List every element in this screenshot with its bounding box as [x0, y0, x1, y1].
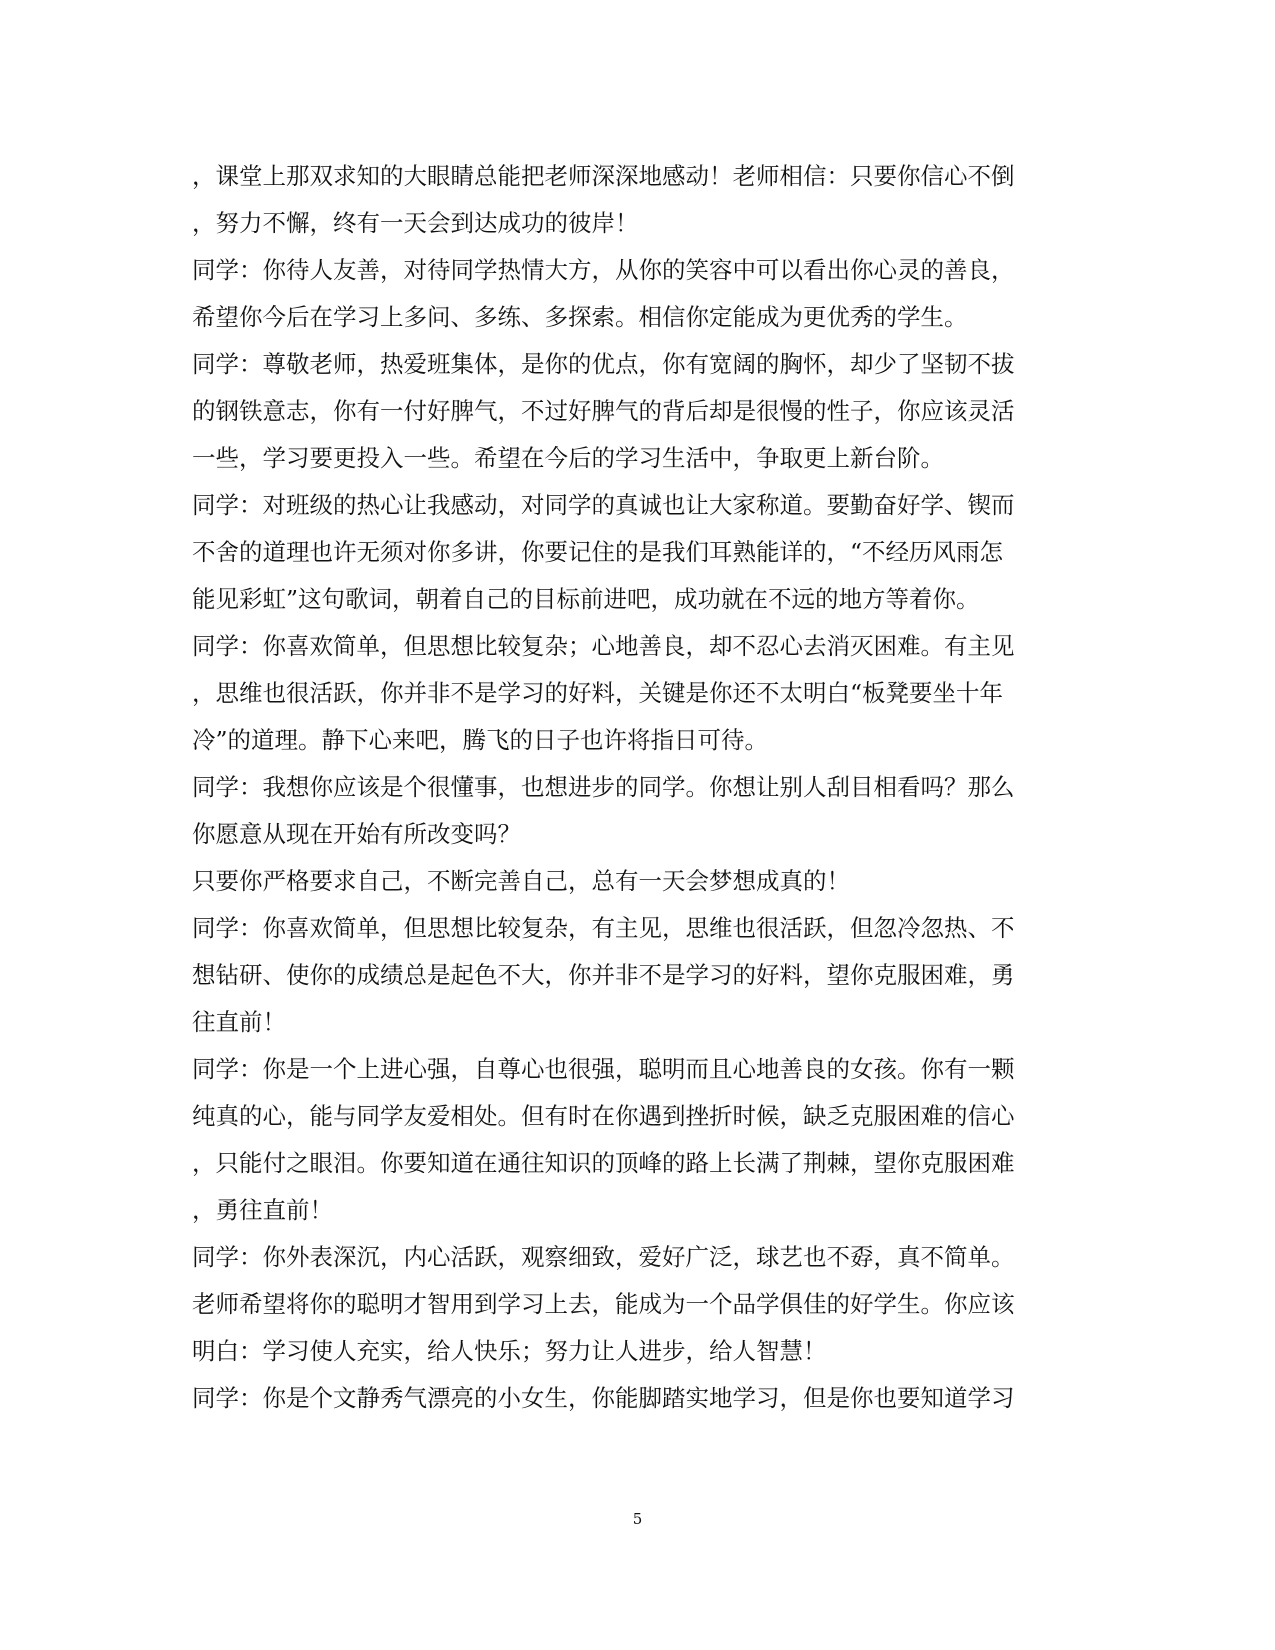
text-line: 同学：你外表深沉，内心活跃，观察细致，爱好广泛，球艺也不孬，真不简单。: [192, 1243, 1015, 1271]
text-line: 同学：对班级的热心让我感动，对同学的真诚也让大家称道。要勤奋好学、锲而: [192, 491, 1015, 519]
text-line: 不舍的道理也许无须对你多讲，你要记住的是我们耳熟能详的，“不经历风雨怎: [192, 538, 1004, 566]
text-line: 同学：你是一个上进心强，自尊心也很强，聪明而且心地善良的女孩。你有一颗: [192, 1055, 1015, 1083]
text-line: 想钻研、使你的成绩总是起色不大，你并非不是学习的好料，望你克服困难，勇: [192, 961, 1015, 989]
text-line: 同学：尊敬老师，热爱班集体，是你的优点，你有宽阔的胸怀，却少了坚韧不拔: [192, 350, 1015, 378]
text-line: 老师希望将你的聪明才智用到学习上去，能成为一个品学俱佳的好学生。你应该: [192, 1290, 1015, 1318]
text-line: 同学：你是个文静秀气漂亮的小女生，你能脚踏实地学习，但是你也要知道学习: [192, 1384, 1015, 1412]
text-line: 同学：你待人友善，对待同学热情大方，从你的笑容中可以看出你心灵的善良，: [192, 256, 1015, 284]
text-line: 希望你今后在学习上多问、多练、多探索。相信你定能成为更优秀的学生。: [192, 303, 968, 331]
text-line: 能见彩虹”这句歌词，朝着自己的目标前进吧，成功就在不远的地方等着你。: [192, 585, 980, 613]
text-line: 同学：你喜欢简单，但思想比较复杂，有主见，思维也很活跃，但忽冷忽热、不: [192, 914, 1015, 942]
page-number: 5: [632, 1510, 643, 1528]
text-line: 纯真的心，能与同学友爱相处。但有时在你遇到挫折时候，缺乏克服困难的信心: [192, 1102, 1015, 1130]
document-body: [192, 153, 1072, 1422]
text-line: ，思维也很活跃，你并非不是学习的好料，关键是你还不太明白“板凳要坐十年: [192, 679, 1004, 707]
text-line: 同学：你喜欢简单，但思想比较复杂；心地善良，却不忍心去消灭困难。有主见: [192, 632, 1015, 660]
text-line: ，只能付之眼泪。你要知道在通往知识的顶峰的路上长满了荆棘，望你克服困难: [192, 1149, 1015, 1177]
text-line: 同学：我想你应该是个很懂事，也想进步的同学。你想让别人刮目相看吗？那么: [192, 773, 1015, 801]
text-line: 冷”的道理。静下心来吧，腾飞的日子也许将指日可待。: [192, 726, 769, 754]
text-line: 的钢铁意志，你有一付好脾气，不过好脾气的背后却是很慢的性子，你应该灵活: [192, 397, 1015, 425]
text-line: 往直前！: [192, 1008, 286, 1036]
text-line: ，努力不懈，终有一天会到达成功的彼岸！: [192, 209, 639, 237]
text-line: 只要你严格要求自己，不断完善自己，总有一天会梦想成真的！: [192, 867, 850, 895]
text-line: 你愿意从现在开始有所改变吗？: [192, 820, 521, 848]
text-line: ，勇往直前！: [192, 1196, 333, 1224]
text-line: ，课堂上那双求知的大眼睛总能把老师深深地感动！老师相信：只要你信心不倒: [192, 162, 1015, 190]
text-line: 一些，学习要更投入一些。希望在今后的学习生活中，争取更上新台阶。: [192, 444, 944, 472]
text-line: 明白：学习使人充实，给人快乐；努力让人进步，给人智慧！: [192, 1337, 827, 1365]
